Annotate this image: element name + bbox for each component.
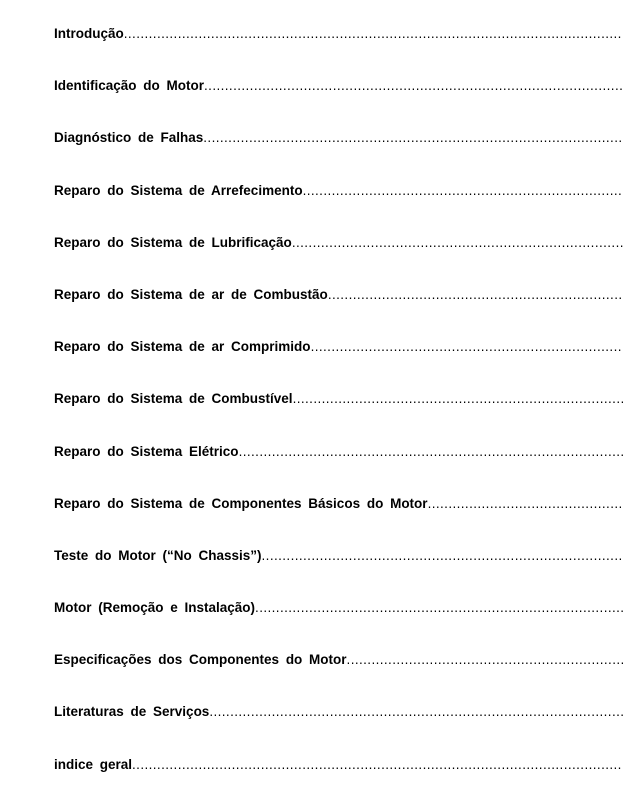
toc-entry-title[interactable]: Reparo do Sistema de ar Comprimido <box>54 339 311 355</box>
toc-entry-especificacoes[interactable] <box>54 652 623 704</box>
dot-leader <box>328 287 623 303</box>
dot-leader <box>209 704 623 720</box>
toc-entry-title[interactable]: Teste do Motor (“No Chassis”) <box>54 547 262 563</box>
toc-entry-indice-geral[interactable] <box>54 757 623 809</box>
toc-entry-arrefecimento[interactable] <box>54 183 623 235</box>
toc-entry-title[interactable]: Literaturas de Serviços <box>54 704 210 720</box>
toc-entry-teste-do-motor[interactable] <box>54 548 623 600</box>
toc-entry-title[interactable]: Reparo do Sistema de Arrefecimento <box>54 182 303 198</box>
toc-entry-literaturas-de-servicos[interactable] <box>54 704 623 756</box>
dot-leader <box>293 391 623 407</box>
toc-entry-introducao[interactable] <box>54 26 623 78</box>
toc-entry-ar-comprimido[interactable] <box>54 339 623 391</box>
toc-entry-title[interactable]: Reparo do Sistema de Combustível <box>54 391 293 407</box>
dot-leader <box>124 26 623 42</box>
toc-entry-title[interactable]: Especificações dos Componentes do Motor <box>54 652 347 668</box>
toc-entry-ar-de-combustao[interactable] <box>54 287 623 339</box>
toc-entry-lubrificacao[interactable] <box>54 235 623 287</box>
dot-leader <box>262 548 623 564</box>
dot-leader <box>204 78 623 94</box>
toc-entry-title[interactable]: indice geral <box>54 756 133 772</box>
toc-entry-diagnostico-de-falhas[interactable] <box>54 130 623 182</box>
table-of-contents <box>54 26 623 809</box>
toc-entry-remocao-instalacao[interactable] <box>54 600 623 652</box>
dot-leader <box>239 444 623 460</box>
dot-leader <box>428 496 623 512</box>
toc-entry-title[interactable]: Reparo do Sistema Elétrico <box>54 443 239 459</box>
dot-leader <box>255 600 623 616</box>
toc-entry-title[interactable]: Reparo do Sistema de Lubrificação <box>54 234 292 250</box>
toc-entry-title[interactable]: Introdução <box>54 26 124 41</box>
toc-entry-title[interactable]: Reparo do Sistema de Componentes Básicos do Motor <box>54 495 428 511</box>
toc-entry-sistema-eletrico[interactable] <box>54 444 623 496</box>
toc-entry-identificacao-do-motor[interactable] <box>54 78 623 130</box>
toc-entry-title[interactable]: Reparo do Sistema de ar de Combustão <box>54 286 328 302</box>
dot-leader <box>292 235 623 251</box>
toc-entry-title[interactable]: Identificação do Motor <box>54 78 205 94</box>
dot-leader <box>347 652 623 668</box>
dot-leader <box>132 757 623 773</box>
dot-leader <box>303 183 623 199</box>
toc-entry-componentes-basicos[interactable] <box>54 496 623 548</box>
toc-entry-combustivel[interactable] <box>54 391 623 443</box>
toc-entry-title[interactable]: Diagnóstico de Falhas <box>54 130 204 146</box>
dot-leader <box>311 339 623 355</box>
toc-entry-title[interactable]: Motor (Remoção e Instalação) <box>54 600 256 616</box>
dot-leader <box>203 130 623 146</box>
